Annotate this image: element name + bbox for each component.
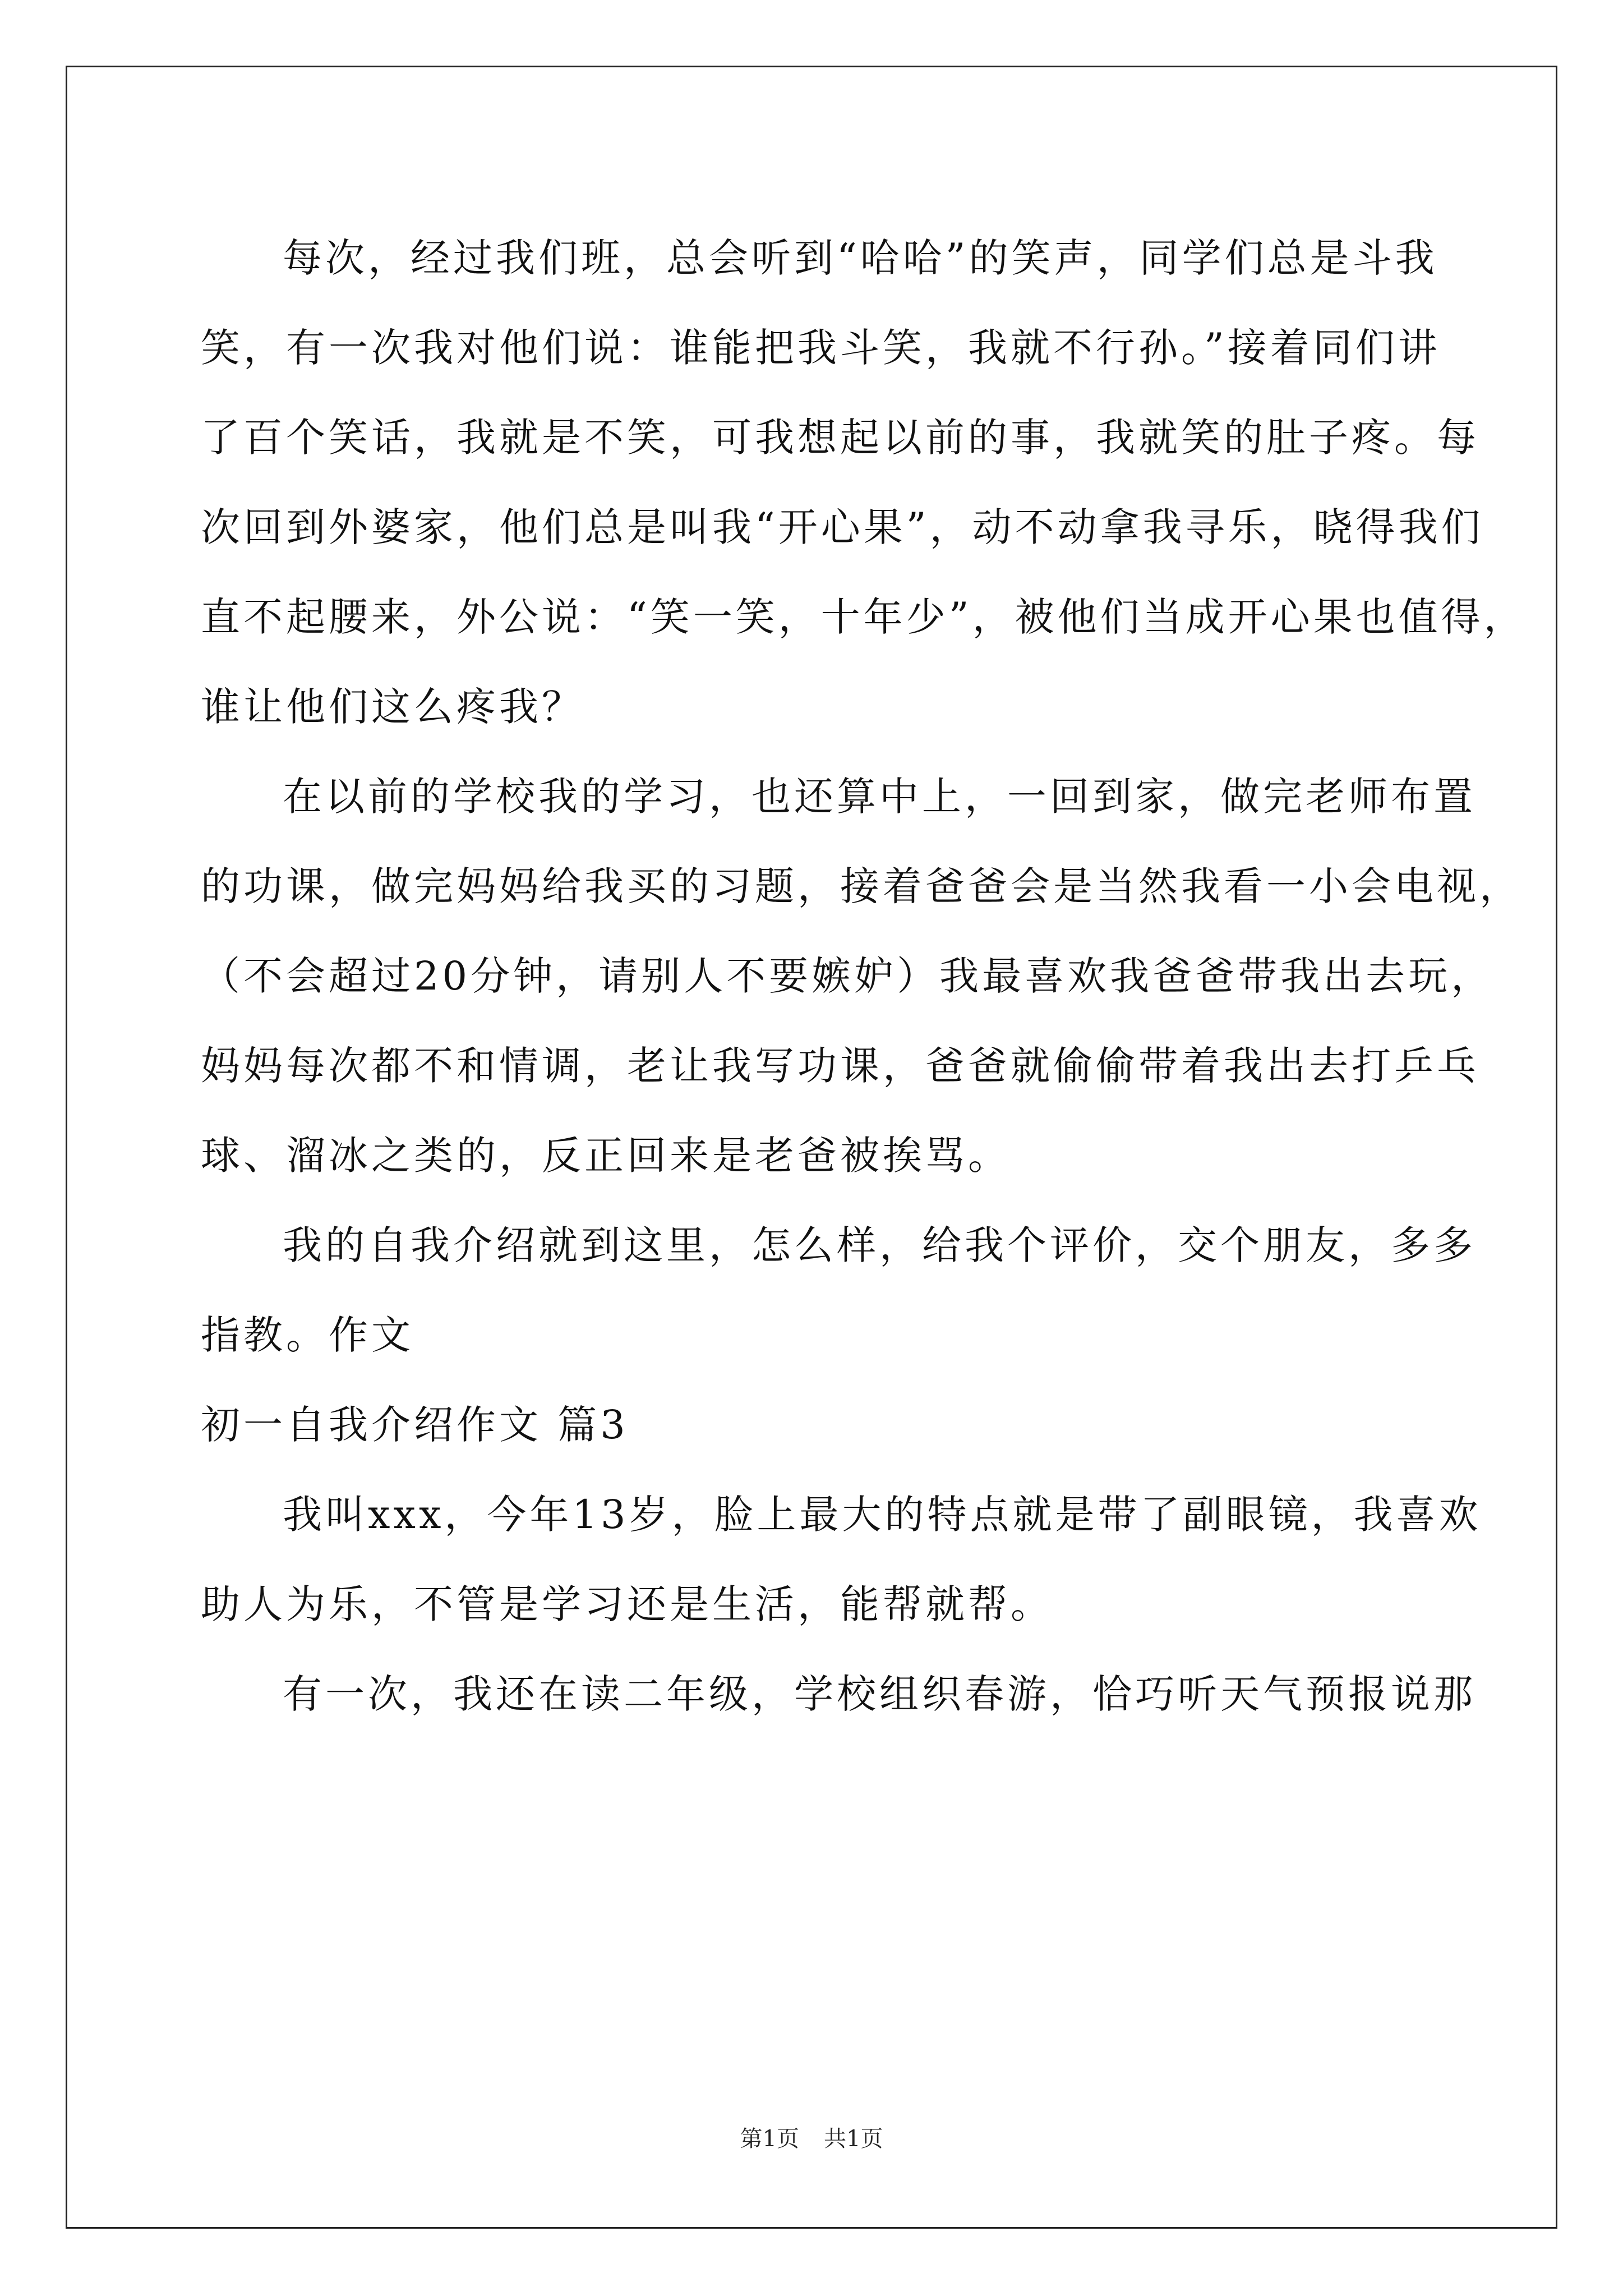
text-line: 在以前的学校我的学习，也还算中上，一回到家，做完老师布置	[283, 774, 1476, 820]
page-footer	[0, 2125, 1623, 2153]
text-line: 我的自我介绍就到这里，怎么样，给我个评价，交个朋友，多多	[283, 1222, 1476, 1268]
page-number: 第1页	[740, 2126, 799, 2152]
text-line: 指教。作文	[201, 1312, 414, 1358]
text-line: 妈妈每次都不和情调，老让我写功课，爸爸就偷偷带着我出去打乒乓	[201, 1043, 1479, 1089]
text-line: 我叫xxx，今年13岁，脸上最大的特点就是带了副眼镜，我喜欢	[283, 1492, 1482, 1538]
text-line: 直不起腰来，外公说：“笑一笑，十年少”，被他们当成开心果也值得，	[201, 594, 1527, 640]
text-line: 次回到外婆家，他们总是叫我“开心果”，动不动拿我寻乐，晓得我们	[201, 504, 1484, 550]
text-line: 每次，经过我们班，总会听到“哈哈”的笑声，同学们总是斗我	[283, 235, 1438, 281]
text-line: 有一次，我还在读二年级，学校组织春游，恰巧听天气预报说那	[283, 1671, 1476, 1717]
text-line: 谁让他们这么疼我？	[201, 684, 584, 730]
section-heading: 初一自我介绍作文 篇3	[201, 1402, 629, 1448]
text-line: 球、溜冰之类的，反正回来是老爸被挨骂。	[201, 1133, 1011, 1179]
page-total: 共1页	[824, 2126, 883, 2152]
document-body	[201, 213, 1527, 1739]
text-line: （不会超过20分钟，请别人不要嫉妒）我最喜欢我爸爸带我出去玩，	[201, 953, 1494, 999]
text-line: 助人为乐，不管是学习还是生活，能帮就帮。	[201, 1581, 1053, 1627]
text-line: 了百个笑话，我就是不笑，可我想起以前的事，我就笑的肚子疼。每	[201, 415, 1479, 461]
text-line: 笑，有一次我对他们说：谁能把我斗笑，我就不行孙。”接着同们讲	[201, 325, 1441, 371]
text-line: 的功课，做完妈妈给我买的习题，接着爸爸会是当然我看一小会电视，	[201, 863, 1522, 909]
